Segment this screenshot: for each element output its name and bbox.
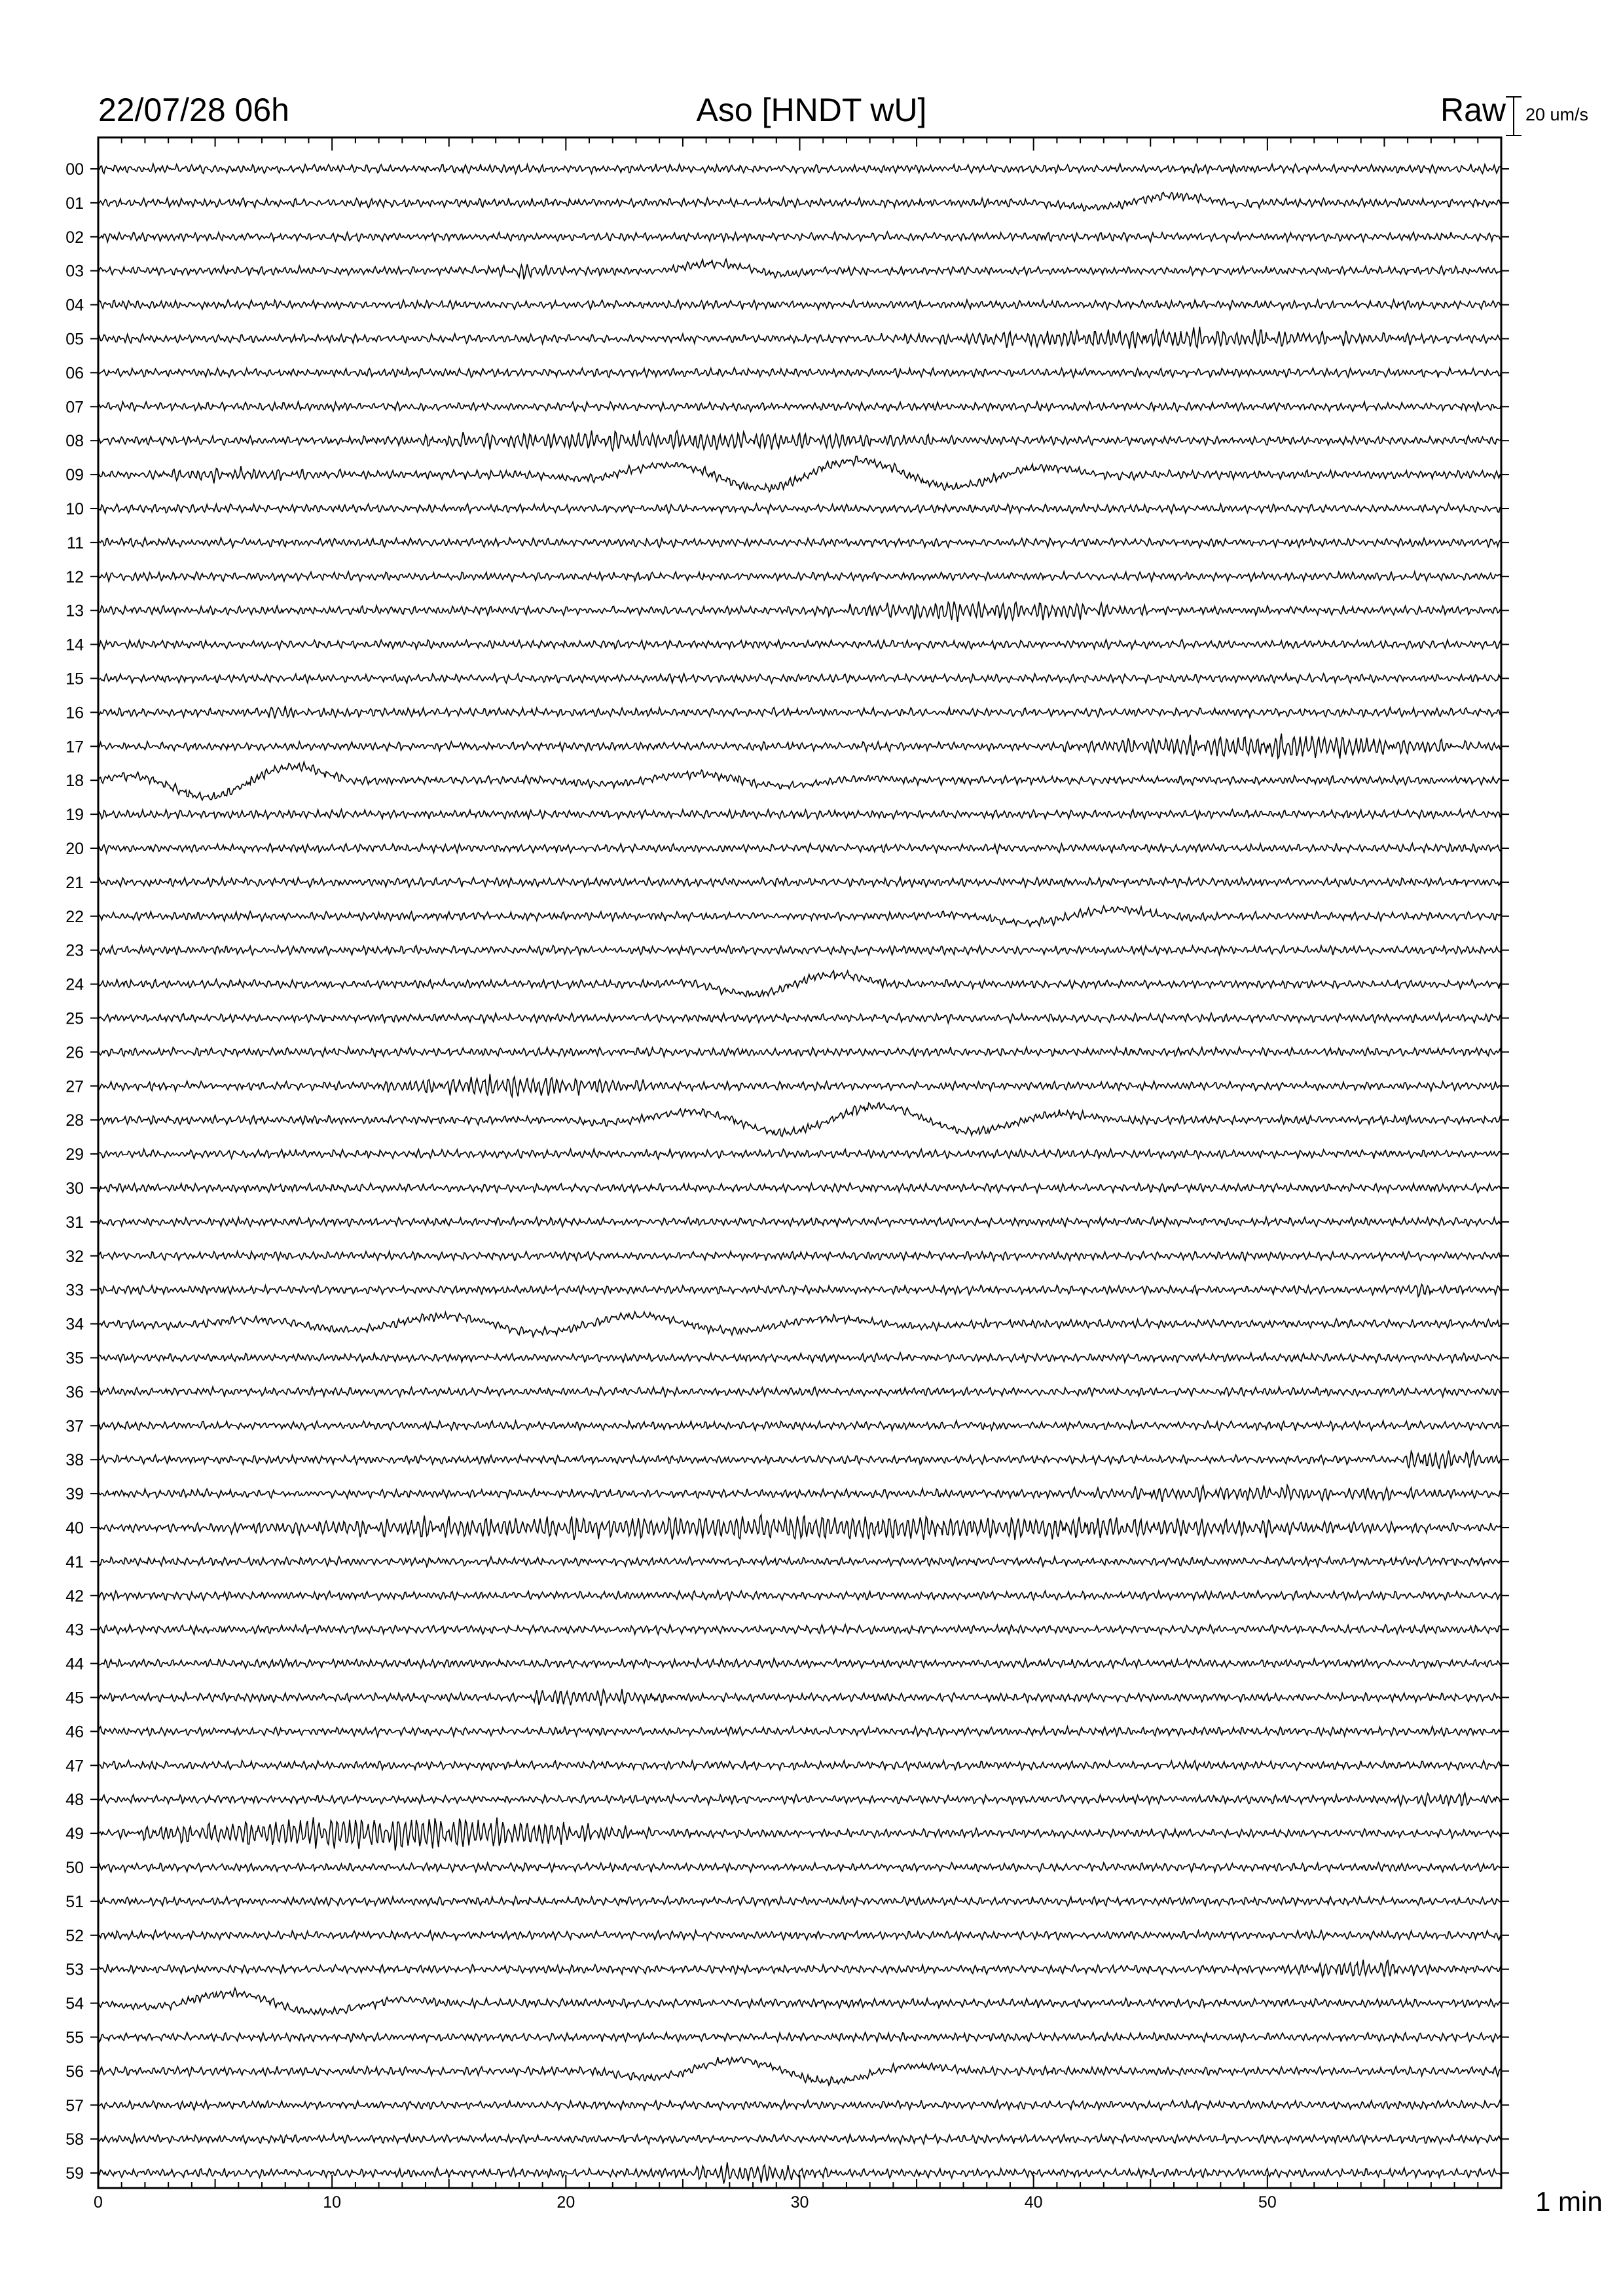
- trace-row-24: [98, 971, 1501, 997]
- row-label: 58: [65, 2130, 84, 2149]
- x-tick-label: 30: [790, 2193, 809, 2212]
- trace-row-21: [98, 878, 1501, 888]
- row-label: 21: [65, 873, 84, 892]
- row-label: 07: [65, 398, 84, 417]
- row-label: 49: [65, 1825, 84, 1844]
- row-label: 57: [65, 2096, 84, 2115]
- trace-row-12: [98, 571, 1501, 581]
- row-label: 04: [65, 296, 84, 315]
- trace-row-16: [98, 706, 1501, 719]
- row-label: 14: [65, 636, 84, 655]
- x-tick-label: 0: [94, 2193, 103, 2212]
- row-label: 27: [65, 1077, 84, 1096]
- plot-frame: [98, 137, 1501, 2188]
- x-tick-label: 40: [1024, 2193, 1043, 2212]
- trace-row-19: [98, 810, 1501, 819]
- row-label: 23: [65, 941, 84, 960]
- trace-row-48: [98, 1793, 1501, 1806]
- trace-row-52: [98, 1930, 1501, 1940]
- trace-row-45: [98, 1689, 1501, 1706]
- row-label: 53: [65, 1960, 84, 1979]
- row-label: 37: [65, 1417, 84, 1436]
- trace-row-28: [98, 1103, 1501, 1137]
- trace-row-30: [98, 1183, 1501, 1193]
- row-label: 17: [65, 738, 84, 757]
- row-label: 50: [65, 1859, 84, 1877]
- trace-row-49: [98, 1817, 1501, 1850]
- mode-label: Raw: [1440, 92, 1506, 128]
- trace-row-25: [98, 1013, 1501, 1023]
- row-label: 46: [65, 1723, 84, 1742]
- trace-row-02: [98, 232, 1501, 242]
- trace-row-43: [98, 1624, 1501, 1634]
- trace-row-04: [98, 300, 1501, 310]
- trace-row-00: [98, 164, 1501, 173]
- chart-title: Aso [HNDT wU]: [696, 92, 927, 128]
- trace-row-10: [98, 504, 1501, 514]
- row-label: 35: [65, 1349, 84, 1368]
- trace-row-54: [98, 1988, 1501, 2015]
- row-label: 52: [65, 1926, 84, 1945]
- trace-row-11: [98, 537, 1501, 547]
- x-tick-label: 20: [556, 2193, 575, 2212]
- row-label: 59: [65, 2164, 84, 2183]
- row-label: 25: [65, 1009, 84, 1028]
- trace-row-34: [98, 1312, 1501, 1336]
- trace-row-09: [98, 456, 1501, 492]
- trace-row-31: [98, 1217, 1501, 1227]
- trace-row-57: [98, 2100, 1501, 2110]
- trace-row-26: [98, 1047, 1501, 1057]
- row-label: 26: [65, 1043, 84, 1062]
- row-label: 20: [65, 840, 84, 858]
- trace-row-46: [98, 1727, 1501, 1736]
- row-label: 15: [65, 670, 84, 689]
- row-label: 16: [65, 704, 84, 723]
- row-label: 54: [65, 1994, 84, 2013]
- row-label: 08: [65, 432, 84, 451]
- trace-row-01: [98, 192, 1501, 211]
- trace-row-05: [98, 327, 1501, 348]
- row-label: 01: [65, 194, 84, 213]
- row-label: 05: [65, 330, 84, 349]
- trace-row-32: [98, 1251, 1501, 1261]
- row-label: 31: [65, 1213, 84, 1232]
- row-label: 42: [65, 1587, 84, 1605]
- trace-row-14: [98, 639, 1501, 649]
- row-label: 12: [65, 567, 84, 586]
- traces: [98, 164, 1501, 2183]
- row-labels: [65, 160, 84, 2183]
- trace-row-15: [98, 673, 1501, 683]
- trace-row-29: [98, 1149, 1501, 1159]
- row-label: 32: [65, 1247, 84, 1266]
- trace-row-27: [98, 1074, 1501, 1097]
- trace-row-35: [98, 1353, 1501, 1363]
- row-label: 30: [65, 1179, 84, 1198]
- trace-row-58: [98, 2134, 1501, 2144]
- trace-row-39: [98, 1485, 1501, 1502]
- trace-row-44: [98, 1659, 1501, 1668]
- x-axis-unit-label: 1 min: [1535, 2186, 1603, 2217]
- row-label: 03: [65, 262, 84, 281]
- row-label: 44: [65, 1655, 84, 1674]
- x-tick-label: 10: [323, 2193, 342, 2212]
- trace-row-56: [98, 2057, 1501, 2085]
- trace-row-07: [98, 402, 1501, 412]
- row-label: 41: [65, 1552, 84, 1571]
- trace-row-13: [98, 601, 1501, 622]
- row-label: 34: [65, 1315, 84, 1334]
- row-label: 47: [65, 1757, 84, 1776]
- trace-row-50: [98, 1863, 1501, 1873]
- row-label: 40: [65, 1519, 84, 1537]
- row-label: 51: [65, 1892, 84, 1911]
- row-label: 29: [65, 1145, 84, 1164]
- row-label: 24: [65, 975, 84, 994]
- trace-row-47: [98, 1761, 1501, 1770]
- amplitude-scale-bar: [1506, 97, 1522, 135]
- row-label: 48: [65, 1791, 84, 1810]
- row-label: 02: [65, 228, 84, 247]
- row-label: 13: [65, 601, 84, 620]
- row-label: 55: [65, 2028, 84, 2047]
- trace-row-08: [98, 431, 1501, 451]
- row-label: 00: [65, 160, 84, 179]
- row-label: 45: [65, 1689, 84, 1708]
- row-label: 28: [65, 1111, 84, 1130]
- row-label: 56: [65, 2062, 84, 2081]
- trace-row-51: [98, 1897, 1501, 1906]
- row-label: 43: [65, 1621, 84, 1640]
- trace-row-33: [98, 1284, 1501, 1297]
- trace-row-23: [98, 946, 1501, 956]
- row-label: 39: [65, 1485, 84, 1504]
- trace-row-06: [98, 368, 1501, 378]
- trace-row-55: [98, 2032, 1501, 2042]
- trace-row-40: [98, 1515, 1501, 1541]
- row-label: 36: [65, 1383, 84, 1402]
- minute-ticks: [90, 137, 1509, 2188]
- date-hour-label: 22/07/28 06h: [98, 92, 289, 128]
- trace-row-17: [98, 734, 1501, 759]
- row-label: 33: [65, 1281, 84, 1300]
- trace-row-03: [98, 259, 1501, 279]
- trace-row-20: [98, 844, 1501, 853]
- trace-row-41: [98, 1556, 1501, 1566]
- trace-row-42: [98, 1590, 1501, 1600]
- trace-row-38: [98, 1450, 1501, 1469]
- trace-row-53: [98, 1960, 1501, 1977]
- amplitude-scale-label: 20 um/s: [1525, 105, 1589, 124]
- row-label: 18: [65, 772, 84, 791]
- trace-row-36: [98, 1387, 1501, 1397]
- trace-row-18: [98, 762, 1501, 800]
- row-label: 09: [65, 466, 84, 485]
- row-label: 11: [67, 533, 84, 552]
- row-label: 38: [65, 1451, 84, 1470]
- row-label: 22: [65, 907, 84, 926]
- row-label: 10: [65, 500, 84, 518]
- x-tick-label: 50: [1258, 2193, 1277, 2212]
- row-label: 06: [65, 364, 84, 383]
- row-label: 19: [65, 806, 84, 825]
- trace-row-22: [98, 906, 1501, 926]
- trace-row-37: [98, 1421, 1501, 1431]
- x-tick-labels: [94, 2193, 1277, 2212]
